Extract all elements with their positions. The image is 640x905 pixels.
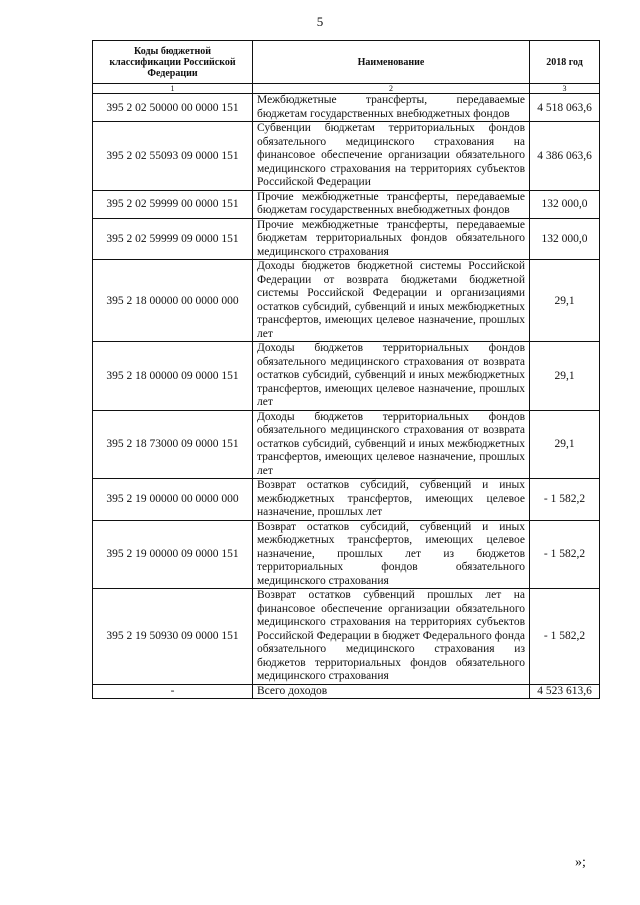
item-name: Межбюджетные трансферты, передаваемые бюджетам государственных внебюджетных фондов bbox=[253, 94, 530, 122]
item-name: Доходы бюджетов территориальных фондов обязательного медицинского страхования от возврата остатков субсидий, субвенций и иных межбюджетных трансфертов, имеющих целевое назначение, прошлых лет bbox=[253, 410, 530, 479]
amount-2018: 132 000,0 bbox=[530, 218, 600, 260]
item-name: Прочие межбюджетные трансферты, передаваемые бюджетам территориальных фондов обязательного медицинского страхования bbox=[253, 218, 530, 260]
budget-code: 395 2 18 00000 09 0000 151 bbox=[93, 342, 253, 411]
amount-2018: 4 386 063,6 bbox=[530, 122, 600, 191]
header-code: Коды бюджетной классификации Российской Федерации bbox=[93, 41, 253, 84]
table-row bbox=[93, 190, 600, 218]
amount-2018: - 1 582,2 bbox=[530, 479, 600, 521]
item-name: Субвенции бюджетам территориальных фондов обязательного медицинского страхования на финансовое обеспечение организации обязательного медицинского страхования на территориях субъектов Российской Федерации bbox=[253, 122, 530, 191]
table-header-row bbox=[93, 41, 600, 84]
closing-quote-mark: »; bbox=[575, 855, 586, 870]
item-name: Возврат остатков субсидий, субвенций и иных межбюджетных трансфертов, имеющих целевое назначение, прошлых лет bbox=[253, 479, 530, 521]
table-row bbox=[93, 342, 600, 411]
total-row bbox=[93, 684, 600, 699]
column-number: 2 bbox=[253, 84, 530, 94]
table-row bbox=[93, 479, 600, 521]
amount-2018: 29,1 bbox=[530, 260, 600, 342]
budget-code: 395 2 19 00000 09 0000 151 bbox=[93, 520, 253, 589]
budget-revenue-table bbox=[92, 40, 600, 699]
total-code: - bbox=[93, 684, 253, 699]
budget-code: 395 2 02 50000 00 0000 151 bbox=[93, 94, 253, 122]
header-name: Наименование bbox=[253, 41, 530, 84]
item-name: Возврат остатков субвенций прошлых лет на финансовое обеспечение организации обязательного медицинского страхования на территориях субъектов Российской Федерации в бюджет Федерального фонда обязательного медицинского страхования из бюджетов территориальных фондов обязательного медицинского страхования bbox=[253, 589, 530, 685]
column-number: 1 bbox=[93, 84, 253, 94]
table-row bbox=[93, 520, 600, 589]
total-label: Всего доходов bbox=[253, 684, 530, 699]
item-name: Доходы бюджетов территориальных фондов обязательного медицинского страхования от возврата остатков субсидий, субвенций и иных межбюджетных трансфертов, имеющих целевое назначение, прошлых лет bbox=[253, 342, 530, 411]
item-name: Возврат остатков субсидий, субвенций и иных межбюджетных трансфертов, имеющих целевое назначение, прошлых лет из бюджетов территориальных фондов обязательного медицинского страхования bbox=[253, 520, 530, 589]
amount-2018: - 1 582,2 bbox=[530, 589, 600, 685]
item-name: Прочие межбюджетные трансферты, передаваемые бюджетам государственных внебюджетных фондов bbox=[253, 190, 530, 218]
budget-code: 395 2 02 59999 00 0000 151 bbox=[93, 190, 253, 218]
table-row bbox=[93, 94, 600, 122]
budget-code: 395 2 02 59999 09 0000 151 bbox=[93, 218, 253, 260]
budget-code: 395 2 18 00000 00 0000 000 bbox=[93, 260, 253, 342]
budget-code: 395 2 02 55093 09 0000 151 bbox=[93, 122, 253, 191]
amount-2018: 29,1 bbox=[530, 342, 600, 411]
column-number: 3 bbox=[530, 84, 600, 94]
page-number: 5 bbox=[316, 14, 324, 29]
table-row bbox=[93, 260, 600, 342]
column-number-row bbox=[93, 84, 600, 94]
budget-code: 395 2 18 73000 09 0000 151 bbox=[93, 410, 253, 479]
item-name: Доходы бюджетов бюджетной системы Российской Федерации от возврата бюджетами бюджетной системы Российской Федерации и организациями остатков субсидий, субвенций и иных межбюджетных трансфертов, имеющих целевое назначение, прошлых лет bbox=[253, 260, 530, 342]
amount-2018: 4 518 063,6 bbox=[530, 94, 600, 122]
amount-2018: 132 000,0 bbox=[530, 190, 600, 218]
table-row bbox=[93, 589, 600, 685]
header-amount: 2018 год bbox=[530, 41, 600, 84]
table-row bbox=[93, 218, 600, 260]
table-row bbox=[93, 122, 600, 191]
budget-code: 395 2 19 50930 09 0000 151 bbox=[93, 589, 253, 685]
amount-2018: 29,1 bbox=[530, 410, 600, 479]
amount-2018: - 1 582,2 bbox=[530, 520, 600, 589]
budget-code: 395 2 19 00000 00 0000 000 bbox=[93, 479, 253, 521]
total-amount: 4 523 613,6 bbox=[530, 684, 600, 699]
table-row bbox=[93, 410, 600, 479]
